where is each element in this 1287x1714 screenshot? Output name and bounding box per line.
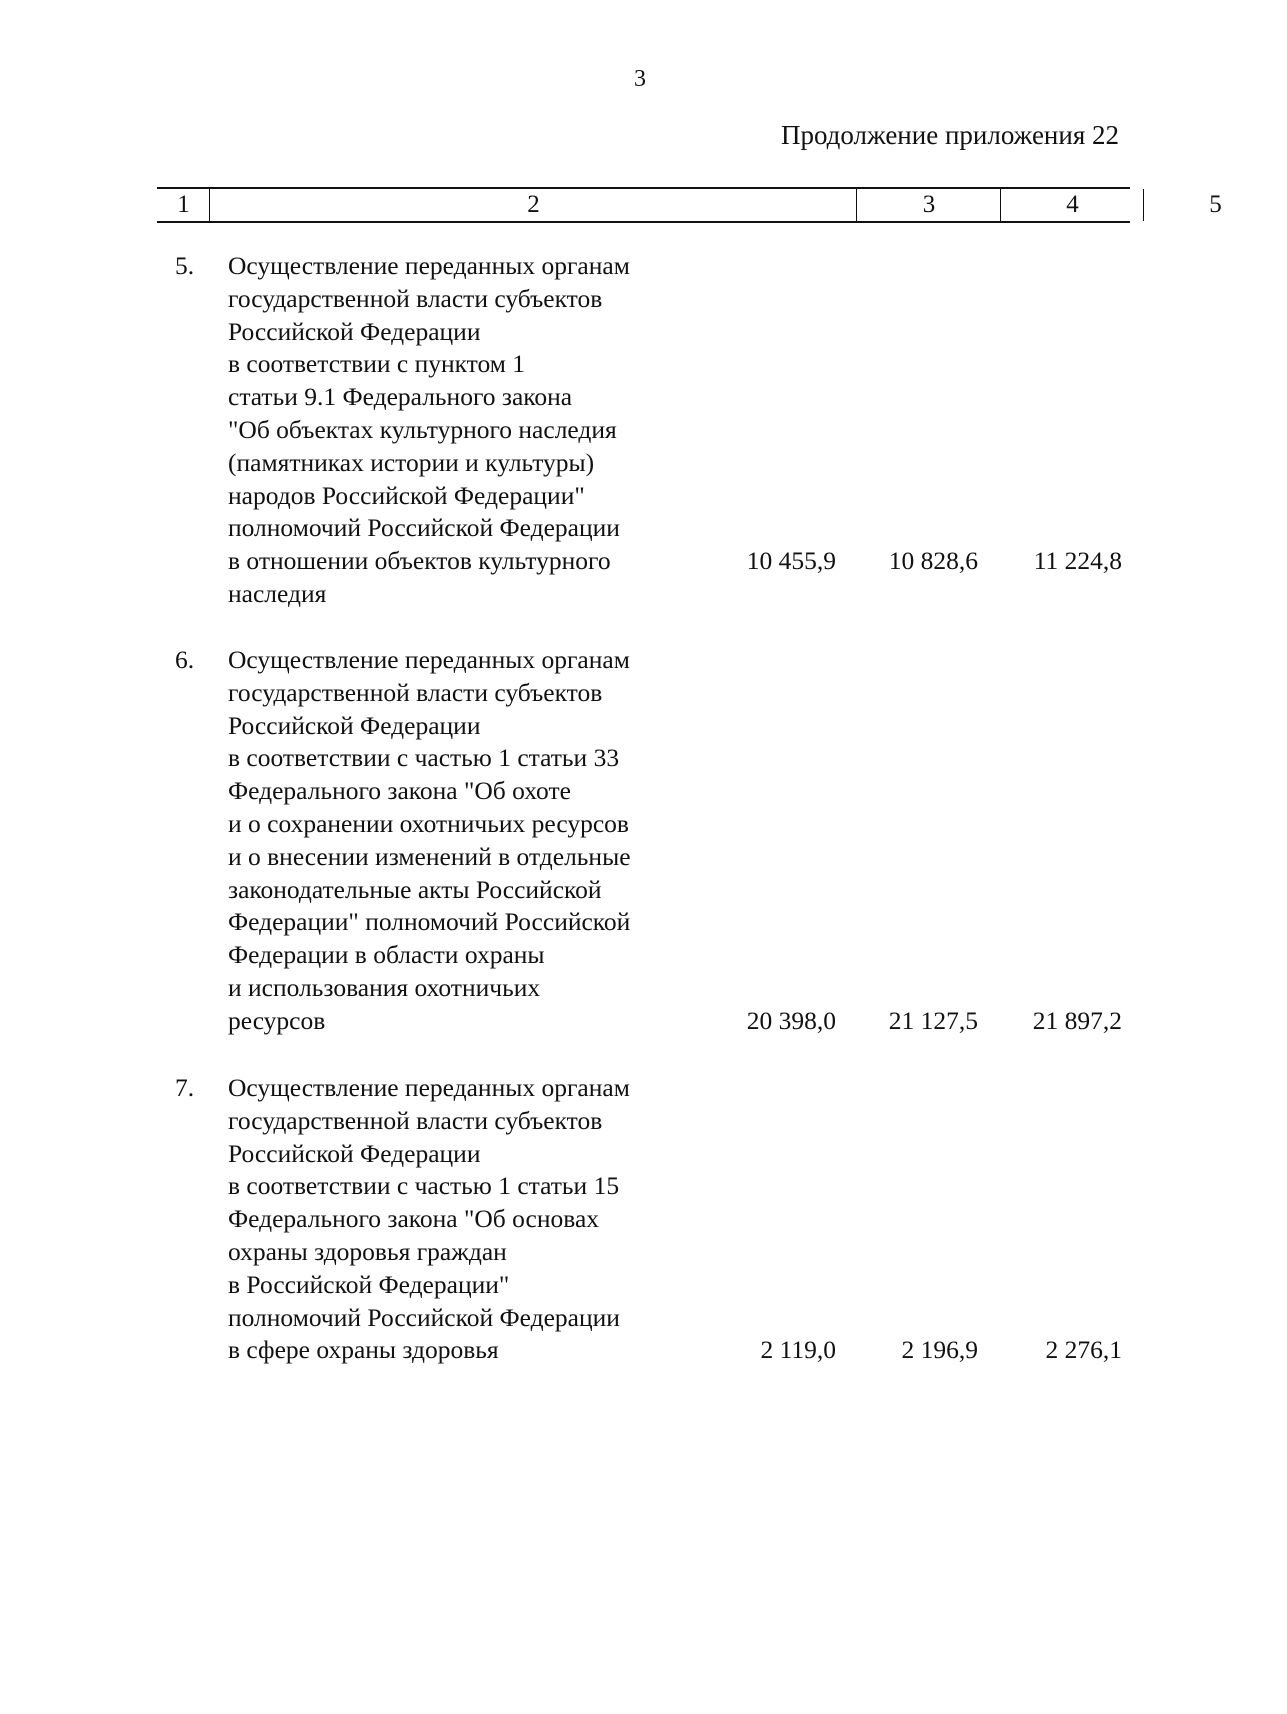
description-line: Осуществление переданных органам [228, 251, 630, 280]
value-col-5: 11 224,8 [1033, 546, 1122, 576]
value-col-3: 10 455,9 [746, 546, 836, 576]
row-description [228, 1072, 698, 1367]
value-col-4: 2 196,9 [901, 1335, 978, 1365]
description-line: Федерации в области охраны [228, 940, 545, 970]
description-line: Осуществление переданных органам [228, 645, 630, 674]
value-col-4: 10 828,6 [888, 546, 978, 576]
description-line: Российской Федерации [228, 710, 481, 740]
description-line: Федерального закона "Об охоте [228, 776, 571, 806]
value-col-4: 21 127,5 [888, 1005, 978, 1035]
description-line: в соответствии с пунктом 1 [228, 349, 525, 379]
row-number: 7. [175, 1073, 195, 1102]
header-cell-4: 4 [1066, 191, 1079, 218]
value-col-5: 21 897,2 [1032, 1005, 1122, 1035]
description-line: Российской Федерации [228, 1138, 481, 1168]
value-col-5: 2 276,1 [1045, 1335, 1122, 1365]
description-line: в Российской Федерации" [228, 1269, 510, 1299]
header-cell-1: 1 [177, 191, 190, 218]
description-line: и о внесении изменений в отдельные [228, 841, 631, 871]
description-line: в отношении объектов культурного [228, 546, 611, 576]
description-line: (памятниках истории и культуры) [228, 447, 595, 477]
description-line: полномочий Российской Федерации [228, 513, 620, 543]
page-number: 3 [634, 66, 646, 92]
description-line: Российской Федерации [228, 316, 481, 346]
description-line: государственной власти субъектов [228, 283, 603, 313]
description-line: охраны здоровья граждан [228, 1236, 507, 1266]
description-line: Осуществление переданных органам [228, 1073, 630, 1102]
column-divider [1000, 189, 1001, 221]
row-description [228, 250, 698, 611]
header-cell-5: 5 [1209, 191, 1222, 218]
description-line: полномочий Российской Федерации [228, 1302, 620, 1332]
continuation-label: Продолжение приложения 22 [780, 120, 1119, 150]
description-line: государственной власти субъектов [228, 1105, 603, 1135]
description-line: Федерации" полномочий Российской [228, 907, 631, 937]
description-line: в соответствии с частью 1 статьи 33 [228, 743, 620, 773]
value-col-3: 20 398,0 [746, 1005, 836, 1035]
description-line: народов Российской Федерации" [228, 480, 585, 510]
description-line: "Об объектах культурного наследия [228, 414, 617, 444]
value-col-3: 2 119,0 [760, 1335, 836, 1365]
description-line: в сфере охраны здоровья [228, 1335, 499, 1365]
description-line: в соответствии с частью 1 статьи 15 [228, 1171, 620, 1201]
header-cell-3: 3 [922, 191, 936, 218]
description-line: статьи 9.1 Федерального закона [228, 382, 573, 412]
row-number: 5. [175, 251, 195, 280]
description-line: законодательные акты Российской [228, 874, 602, 904]
column-divider [209, 189, 210, 221]
description-line: государственной власти субъектов [228, 677, 603, 707]
description-line: и использования охотничьих [228, 972, 541, 1002]
column-divider [856, 189, 857, 221]
row-number: 6. [175, 645, 195, 674]
description-line: наследия [228, 578, 327, 608]
row-description [228, 644, 698, 1038]
description-line: Федерального закона "Об основах [228, 1204, 600, 1234]
column-divider [1143, 189, 1144, 221]
description-line: ресурсов [228, 1005, 326, 1035]
table-header-row [157, 187, 1222, 223]
description-line: и о сохранении охотничьих ресурсов [228, 808, 629, 838]
header-cell-2: 2 [527, 191, 540, 218]
